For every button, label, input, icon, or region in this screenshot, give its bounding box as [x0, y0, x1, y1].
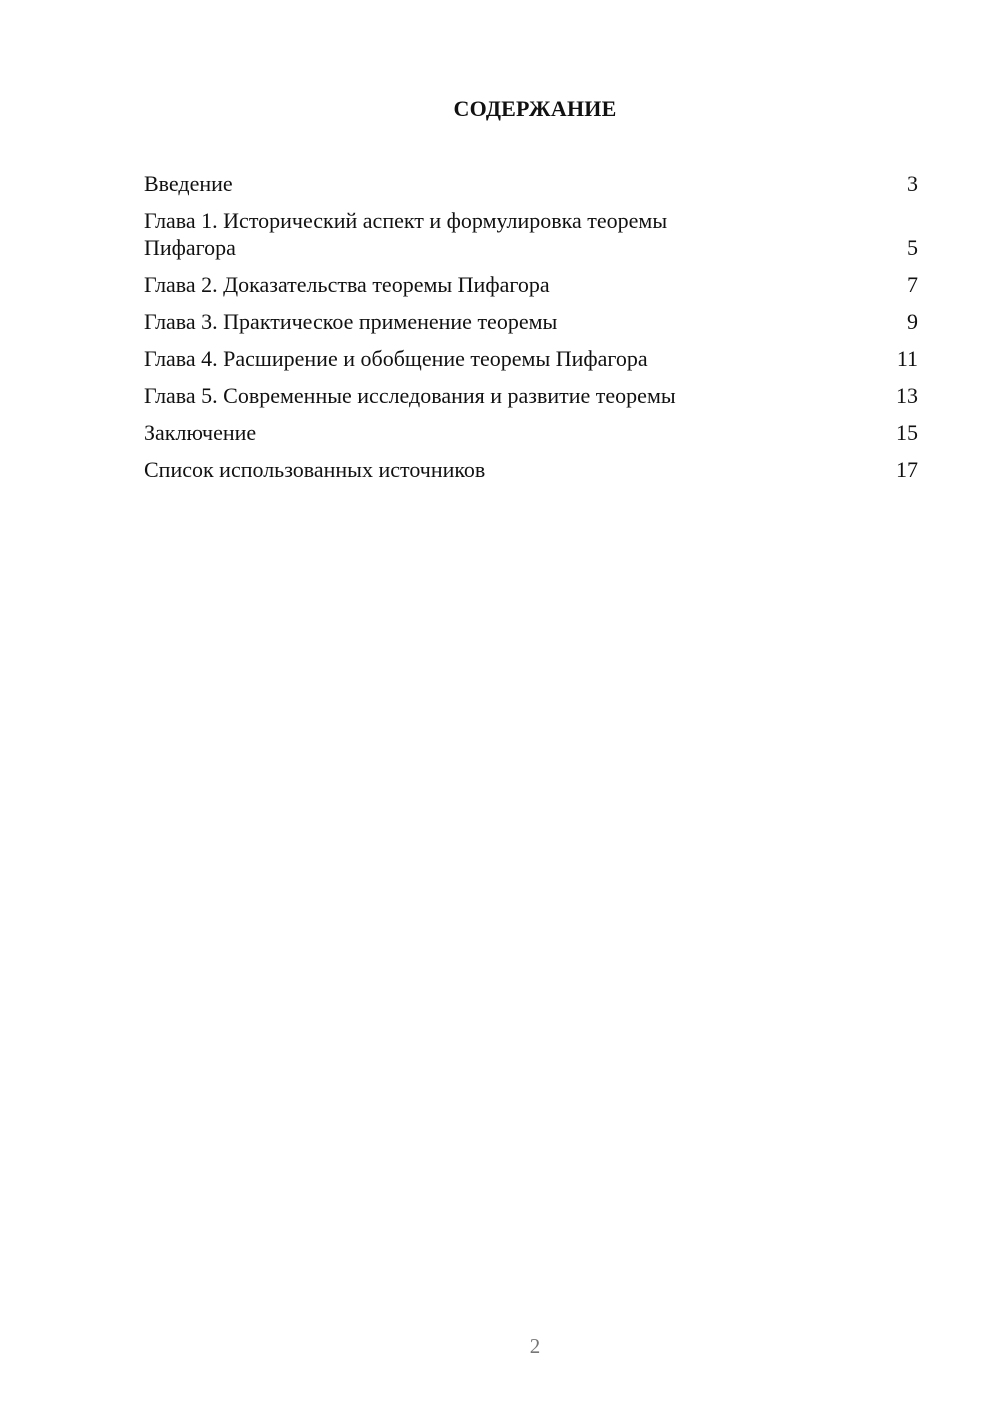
table-of-contents — [144, 170, 918, 493]
toc-item-label: Глава 3. Практическое применение теоремы — [144, 309, 558, 334]
toc-item — [144, 271, 918, 298]
toc-item-page: 15 — [896, 420, 918, 445]
toc-item — [144, 456, 918, 483]
toc-item-page: 3 — [907, 171, 918, 196]
toc-item-label: Глава 4. Расширение и обобщение теоремы Пифагора — [144, 346, 648, 371]
toc-item — [144, 308, 918, 335]
toc-item-label: Глава 1. Исторический аспект и формулировка теоремы Пифагора — [144, 208, 668, 260]
toc-item — [144, 382, 918, 409]
toc-item-label: Заключение — [144, 420, 257, 445]
toc-item-label: Глава 5. Современные исследования и развитие теоремы — [144, 383, 676, 408]
toc-item — [144, 207, 918, 261]
toc-item — [144, 345, 918, 372]
toc-item-page: 13 — [896, 383, 918, 408]
toc-item-label: Глава 2. Доказательства теоремы Пифагора — [144, 272, 550, 297]
toc-item-page: 9 — [907, 309, 918, 334]
toc-item-label: Список использованных источников — [144, 457, 486, 482]
page-number: 2 — [529, 1334, 541, 1358]
toc-item — [144, 419, 918, 446]
toc-item-label: Введение — [144, 171, 233, 196]
page-title: СОДЕРЖАНИЕ — [453, 96, 617, 121]
toc-item — [144, 170, 918, 197]
toc-item-page: 5 — [907, 235, 918, 260]
toc-item-page: 17 — [896, 457, 918, 482]
toc-item-page: 7 — [907, 272, 918, 297]
toc-item-page: 11 — [896, 346, 918, 371]
